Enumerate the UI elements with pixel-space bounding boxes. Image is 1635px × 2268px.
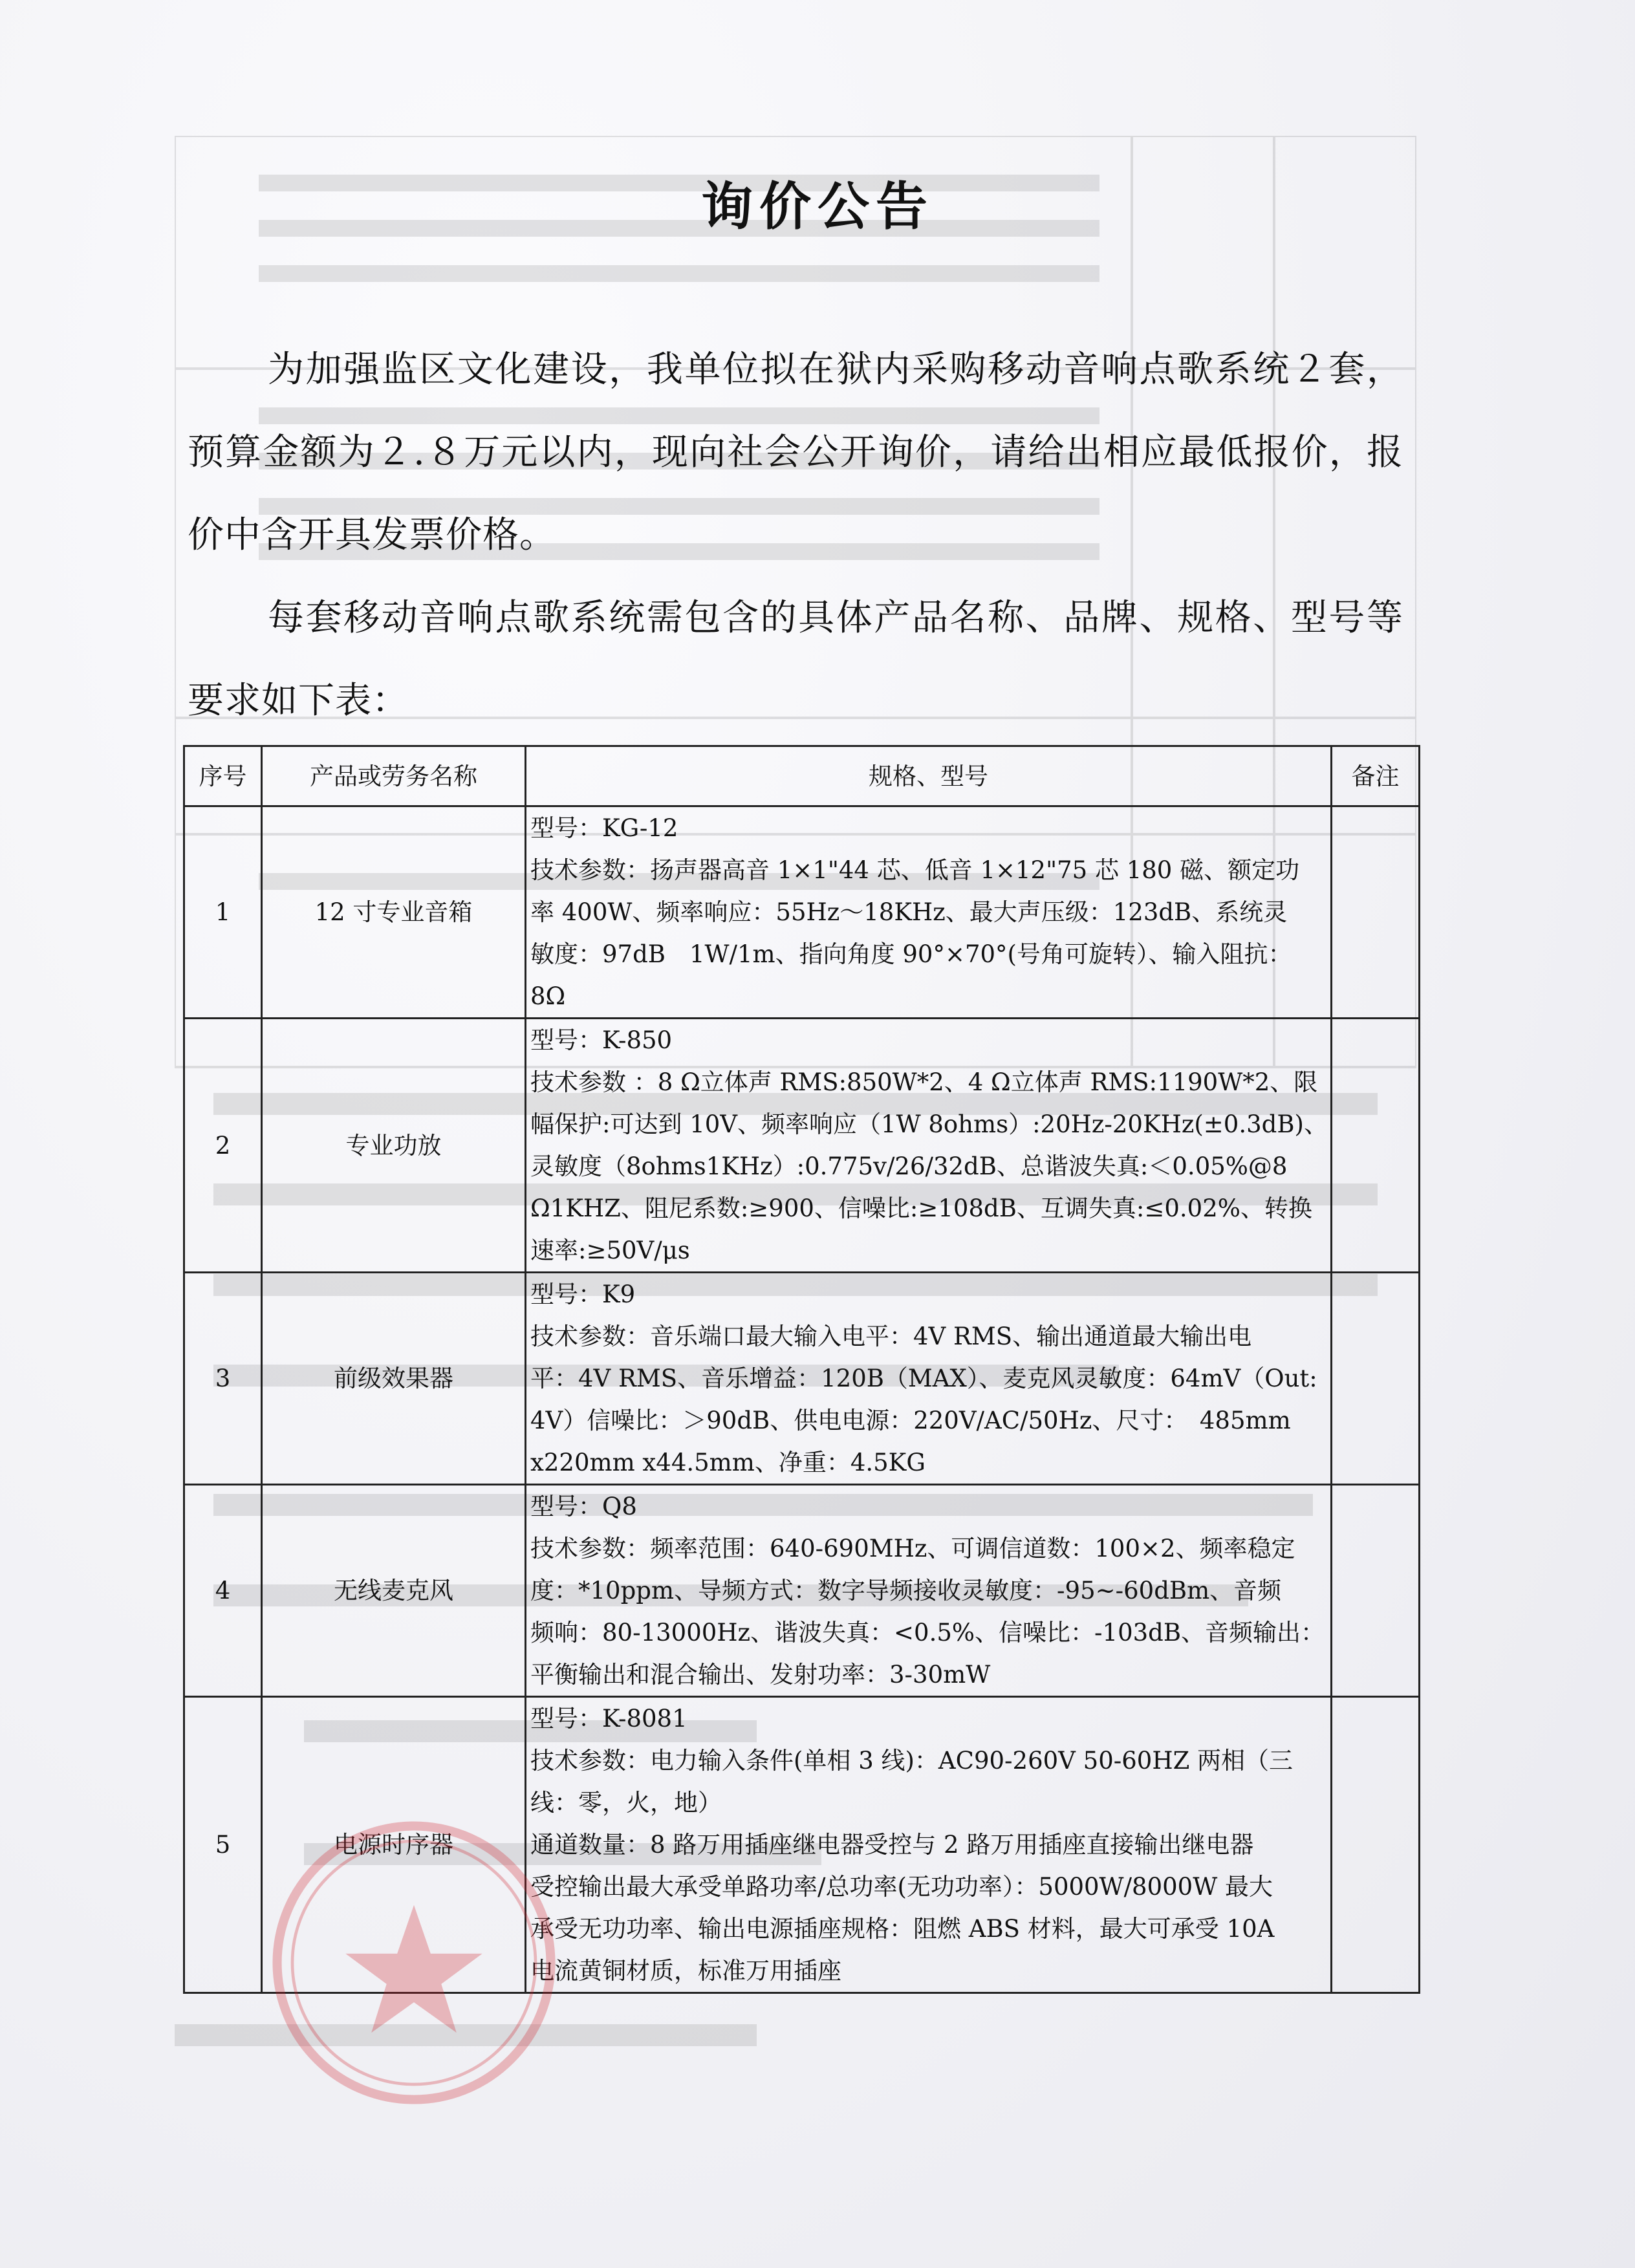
spec-line: 技术参数：频率范围：640-690MHz、可调信道数：100×2、频率稳定 <box>530 1535 1295 1562</box>
spec-line: 受控输出最大承受单路功率/总功率(无功功率）：5000W/8000W 最大 <box>530 1873 1273 1901</box>
header-no: 序号 <box>184 746 262 806</box>
spec-line: 通道数量：8 路万用插座继电器受控与 2 路万用插座直接输出继电器 <box>530 1831 1254 1859</box>
spec-line: 技术参数 ：8 Ω立体声 RMS:850W*2、4 Ω立体声 RMS:1190W*2、限 <box>530 1068 1318 1096</box>
table-row <box>184 1273 1420 1485</box>
spec-cell <box>526 1485 1332 1697</box>
spec-cell <box>526 1273 1332 1485</box>
page-title: 询价公告 <box>701 177 934 237</box>
note-cell <box>1332 1485 1420 1697</box>
spec-line: 率 400W、频率响应：55Hz～18KHz、最大声压级：123dB、系统灵 <box>530 898 1288 926</box>
note-cell <box>1332 1697 1420 1993</box>
lead-paragraph: 每套移动音响点歌系统需包含的具体产品名称、品牌、规格、型号等要求如下表： <box>188 597 1403 722</box>
spec-line: 型号：K-8081 <box>530 1705 688 1733</box>
row-number: 3 <box>184 1273 262 1485</box>
row-number: 2 <box>184 1019 262 1273</box>
spec-line: 灵敏度（8ohms1KHz）:0.775v/26/32dB、总谐波失真:＜0.05%@8 <box>530 1152 1288 1180</box>
header-name: 产品或劳务名称 <box>262 746 526 806</box>
intro-paragraph: 为加强监区文化建设，我单位拟在狱内采购移动音响点歌系统２套，预算金额为２.８万元以内，现向社会公开询价，请给出相应最低报价，报价中含开具发票价格。 <box>188 349 1403 556</box>
row-number: 4 <box>184 1485 262 1697</box>
header-spec: 规格、型号 <box>526 746 1332 806</box>
spec-line: 平：4V RMS、音乐增益：120B（MAX）、麦克风灵敏度：64mV（Out: <box>530 1365 1317 1392</box>
spec-line: 型号：K-850 <box>530 1026 673 1054</box>
spec-line: 敏度：97dB 1W/1m、指向角度 90°×70°(号角可旋转）、输入阻抗： <box>530 940 1292 968</box>
spec-line: 型号：KG-12 <box>530 814 678 842</box>
spec-line: 承受无功功率、输出电源插座规格：阻燃 ABS 材料，最大可承受 10A <box>530 1915 1275 1943</box>
header-note: 备注 <box>1332 746 1420 806</box>
product-name: 专业功放 <box>262 1019 526 1273</box>
table-row <box>184 1485 1420 1697</box>
table-header-row <box>184 746 1420 806</box>
table-row <box>184 806 1420 1019</box>
spec-cell <box>526 806 1332 1019</box>
spec-line: 技术参数：音乐端口最大输入电平：4V RMS、输出通道最大输出电 <box>530 1323 1252 1350</box>
spec-line: 电流黄铜材质，标准万用插座 <box>530 1957 841 1985</box>
table-row <box>184 1019 1420 1273</box>
product-name: 12 寸专业音箱 <box>262 806 526 1019</box>
product-name: 无线麦克风 <box>262 1485 526 1697</box>
note-cell <box>1332 1019 1420 1273</box>
row-number: 5 <box>184 1697 262 1993</box>
spec-line: 速率:≥50V/μs <box>530 1237 690 1264</box>
spec-line: 平衡输出和混合输出、发射功率：3-30mW <box>530 1661 991 1689</box>
spec-line: 型号：K9 <box>530 1280 636 1308</box>
note-cell <box>1332 806 1420 1019</box>
spec-line: 度：*10ppm、导频方式：数字导频接收灵敏度：-95~-60dBm、音频 <box>530 1577 1282 1604</box>
row-number: 1 <box>184 806 262 1019</box>
spec-line: 技术参数：扬声器高音 1×1"44 芯、低音 1×12"75 芯 180 磁、额定功 <box>530 856 1300 884</box>
spec-line: 技术参数：电力输入条件(单相 3 线)：AC90-260V 50-60HZ 两相（三 <box>530 1747 1294 1775</box>
product-name: 前级效果器 <box>262 1273 526 1485</box>
spec-line: 8Ω <box>530 982 566 1010</box>
spec-line: 型号：Q8 <box>530 1493 637 1520</box>
spec-line: 4V）信噪比：＞90dB、供电电源：220V/AC/50Hz、尺寸： 485mm <box>530 1407 1291 1434</box>
note-cell <box>1332 1273 1420 1485</box>
spec-cell <box>526 1019 1332 1273</box>
spec-table <box>183 745 1420 1994</box>
spec-cell <box>526 1697 1332 1993</box>
table-row <box>184 1697 1420 1993</box>
spec-line: 线：零，火，地） <box>530 1789 722 1817</box>
spec-line: 频响：80-13000Hz、谐波失真：<0.5%、信噪比：-103dB、音频输出： <box>530 1619 1325 1647</box>
product-name: 电源时序器 <box>262 1697 526 1993</box>
spec-line: x220mm x44.5mm、净重：4.5KG <box>530 1449 926 1476</box>
spec-line: Ω1KHZ、阻尼系数:≥900、信噪比:≥108dB、互调失真:≤0.02%、转换 <box>530 1194 1312 1222</box>
spec-line: 幅保护:可达到 10V、频率响应（1W 8ohms）:20Hz-20KHz(±0.3dB)、 <box>530 1110 1328 1138</box>
